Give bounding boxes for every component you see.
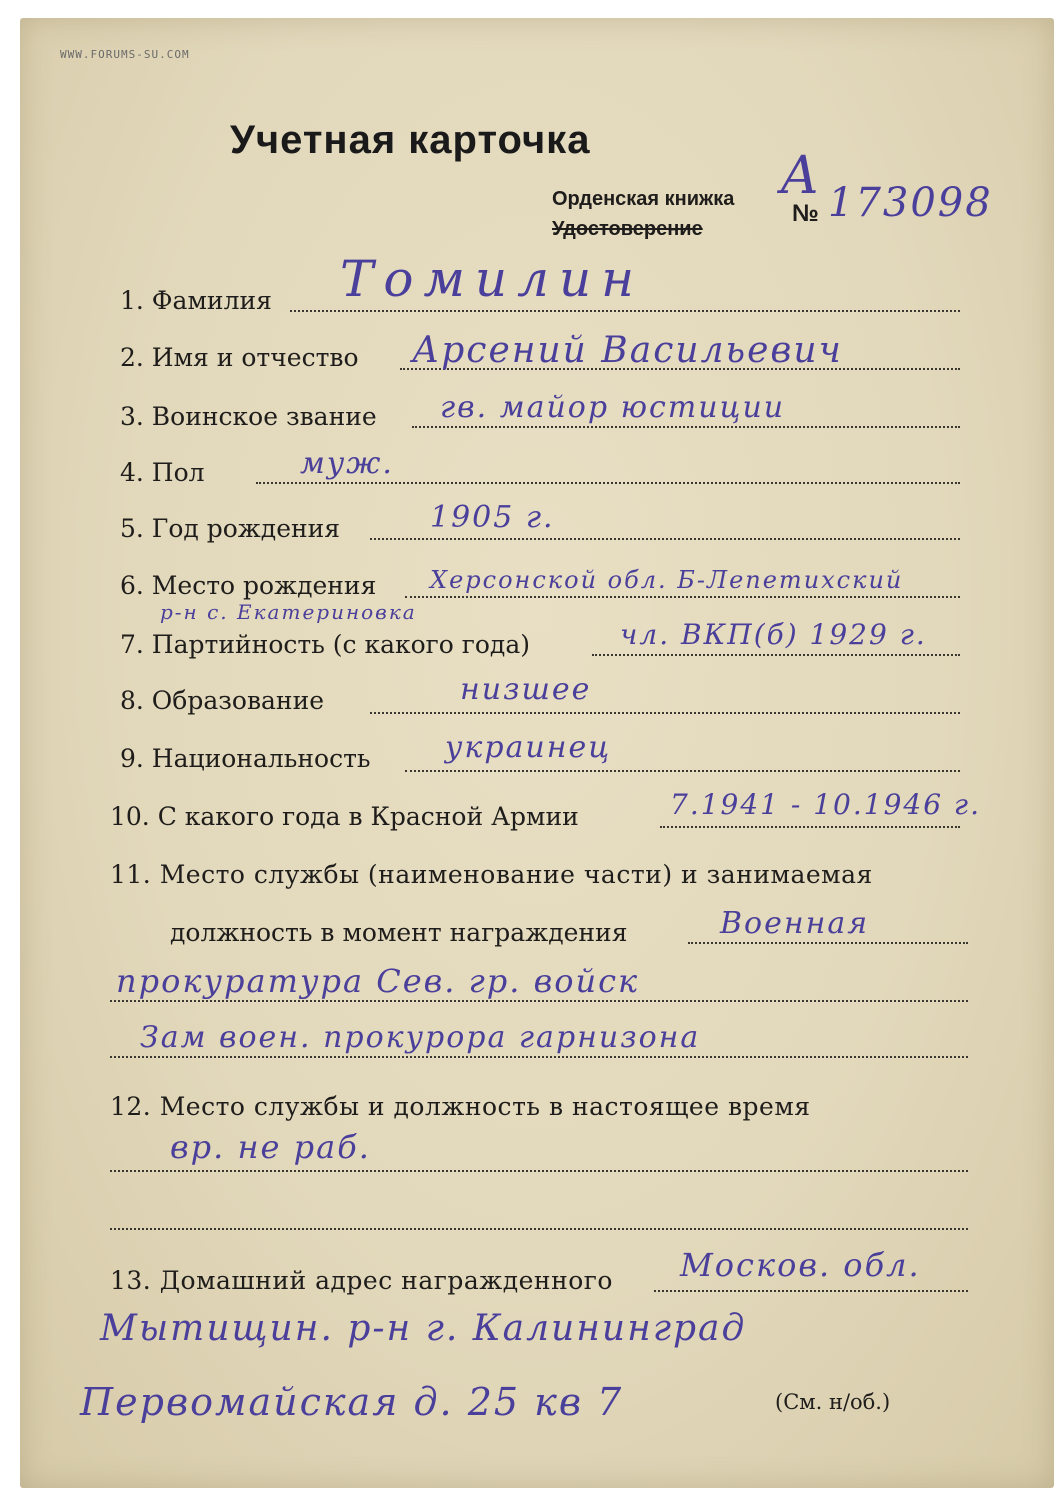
field-5-line xyxy=(370,538,960,540)
field-11-label-b: должность в момент награждения xyxy=(170,918,628,947)
field-3-label: 3. Воинское звание xyxy=(120,402,377,431)
field-4-line xyxy=(256,482,960,484)
field-12-label: 12. Место службы и должность в настоящее время xyxy=(110,1092,811,1121)
order-book-label: Орденская книжка xyxy=(552,188,735,210)
field-13-label: 13. Домашний адрес награжденного xyxy=(110,1266,613,1295)
field-1-line xyxy=(290,310,960,312)
field-6-label: 6. Место рождения xyxy=(120,571,377,600)
watermark: WWW.FORUMS-SU.COM xyxy=(60,48,190,61)
field-12-line-1 xyxy=(110,1170,968,1172)
field-2-label: 2. Имя и отчество xyxy=(120,343,359,372)
field-5-value: 1905 г. xyxy=(430,500,555,535)
field-11-line-1 xyxy=(688,942,968,944)
order-book-number: 173098 xyxy=(828,180,993,226)
field-12-value: вр. не раб. xyxy=(170,1128,371,1166)
card-title: Учетная карточка xyxy=(230,118,591,162)
field-9-value: украинец xyxy=(445,730,612,765)
field-7-line xyxy=(592,654,960,656)
field-8-line xyxy=(370,712,960,714)
field-11-label-a: 11. Место службы (наименование части) и занимаемая xyxy=(110,860,873,889)
field-5-label: 5. Год рождения xyxy=(120,514,341,543)
field-12-line-2 xyxy=(110,1228,968,1230)
field-13-line-1 xyxy=(654,1290,968,1292)
certificate-label-struck: Удостоверение xyxy=(552,218,703,240)
field-10-line xyxy=(660,826,960,828)
field-13-value-1: Москов. обл. xyxy=(680,1246,921,1284)
field-2-value: Арсений Васильевич xyxy=(412,330,843,371)
field-1-label: 1. Фамилия xyxy=(120,286,272,315)
field-11-line-3 xyxy=(110,1056,968,1058)
order-book-series: А xyxy=(780,146,822,206)
field-3-line xyxy=(412,426,960,428)
field-7-value: чл. ВКП(б) 1929 г. xyxy=(620,618,927,651)
field-10-value: 7.1941 - 10.1946 г. xyxy=(670,788,981,821)
field-11-value-1: Военная xyxy=(720,906,870,941)
number-sign: № xyxy=(792,200,819,227)
field-6-value: Херсонской обл. Б-Лепетихский xyxy=(430,566,904,594)
field-3-value: гв. майор юстиции xyxy=(440,390,786,425)
field-11-value-2: прокуратура Сев. гр. войск xyxy=(116,962,640,1000)
field-6-value-2: р-н с. Екатериновка xyxy=(160,600,417,624)
field-1-value: Томилин xyxy=(340,250,645,308)
field-9-label: 9. Национальность xyxy=(120,744,371,773)
field-13-value-2: Мытищин. р-н г. Калининград xyxy=(100,1308,747,1349)
field-8-value: низшее xyxy=(460,672,592,707)
field-4-value: муж. xyxy=(300,446,394,481)
field-11-value-3: Зам воен. прокурора гарнизона xyxy=(140,1020,701,1055)
field-13-value-3: Первомайская д. 25 кв 7 xyxy=(80,1380,624,1424)
award-record-card xyxy=(20,18,1054,1488)
field-7-label: 7. Партийность (с какого года) xyxy=(120,630,530,659)
footnote: (См. н/об.) xyxy=(775,1390,891,1414)
field-9-line xyxy=(405,770,960,772)
field-11-line-2 xyxy=(110,1000,968,1002)
field-4-label: 4. Пол xyxy=(120,458,205,487)
field-8-label: 8. Образование xyxy=(120,686,325,715)
field-10-label: 10. С какого года в Красной Армии xyxy=(110,802,579,831)
field-6-line xyxy=(405,596,960,598)
